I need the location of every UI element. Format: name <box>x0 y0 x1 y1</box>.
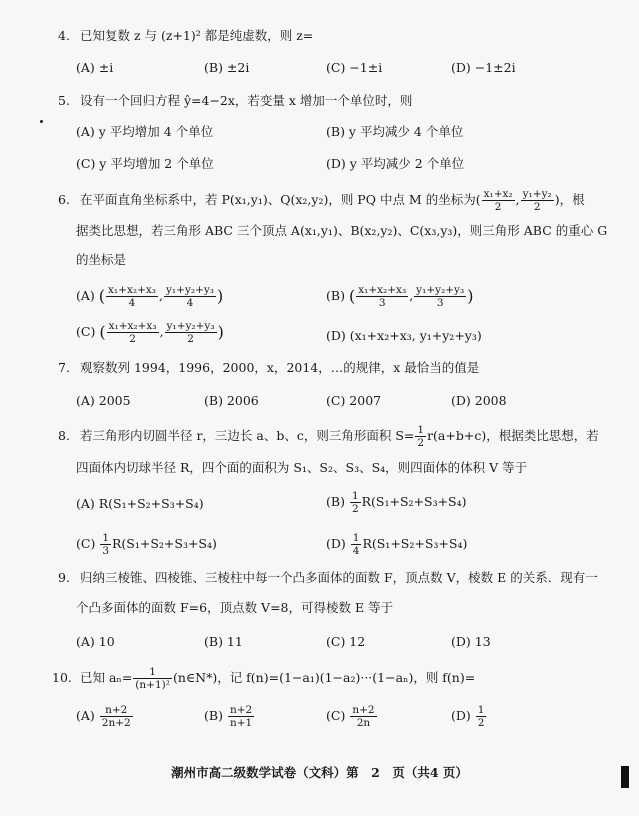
stray-dot <box>40 120 43 123</box>
question-number: 8. <box>58 428 70 443</box>
q8-option-c <box>76 532 217 557</box>
option-label: (A) <box>76 708 95 723</box>
numerator: n+2 <box>100 704 133 717</box>
q6-option-c: (C) ( $\frac{\text{x₁+x₂+x₃}}{2}$ , $\frac{\text{y₁+y₂+y₃}}{2}$ ) <box>76 320 224 345</box>
numerator: 1 <box>351 490 359 502</box>
option-label: (B) <box>204 708 223 723</box>
question-number: 6. <box>58 192 70 207</box>
q4-option-b: (B) ±2i <box>204 60 250 75</box>
fraction <box>482 188 515 213</box>
q9-option-d: (D) 13 <box>451 634 491 649</box>
q7-option-c: (C) 2007 <box>326 393 382 408</box>
denominator: 3 <box>436 297 444 309</box>
denominator: 2 <box>351 503 359 515</box>
denominator: 4 <box>352 545 360 557</box>
question-6: 6. 在平面直角坐标系中，若 P(x₁,y₁)、Q(x₂,y₂)，则 PQ 中点 M 的坐标为( $\frac{\text{x₁+x₂}}{2}$ , $\frac{\text{y₁+y₂}}{2}$ )，根 <box>58 188 585 213</box>
numerator: x₁+x₂+x₃ <box>358 284 407 296</box>
q4-option-c: (C) −1±i <box>326 60 383 75</box>
denominator: 2n+2 <box>101 717 131 729</box>
numerator: x₁+x₂+x₃ <box>108 284 157 296</box>
fraction <box>107 320 159 345</box>
denominator: 3 <box>102 545 109 557</box>
fraction <box>164 284 216 309</box>
denominator: 2 <box>417 437 425 449</box>
option-label: (D) <box>451 708 471 723</box>
fraction <box>133 666 172 691</box>
question-stem-part: (n∈N*)，记 f(n)=(1−a₁)(1−a₂)···(1−aₙ)，则 f(n)= <box>172 670 476 685</box>
q9-option-a: (A) 10 <box>76 634 115 649</box>
question-8-line-2 <box>58 458 618 478</box>
q8-option-b <box>326 490 467 515</box>
q8-option-d <box>326 532 467 557</box>
q7-option-a: (A) 2005 <box>76 393 131 408</box>
fraction <box>228 704 254 729</box>
denominator: 4 <box>186 297 194 309</box>
question-9 <box>58 568 618 588</box>
option-text: R(S₁+S₂+S₃+S₄) <box>362 536 468 551</box>
question-6-line-2 <box>58 221 618 241</box>
q5-option-a: (A) y 平均增加 4 个单位 <box>76 124 214 139</box>
numerator: y₁+y₂+y₃ <box>166 284 215 296</box>
numerator: y₁+y₂+y₃ <box>166 320 215 332</box>
fraction <box>351 532 362 557</box>
question-number: 7. <box>58 360 70 375</box>
denominator: 2 <box>129 333 136 345</box>
option-label: (B) <box>326 288 345 303</box>
page-footer: 潮州市高二级数学试卷（文科）第 2 页（共4 页） <box>171 765 468 780</box>
denominator: 2 <box>494 201 502 213</box>
numerator: y₁+y₂ <box>522 188 552 200</box>
question-6-line-3 <box>58 250 618 270</box>
q7-option-b: (B) 2006 <box>204 393 259 408</box>
denominator: 2 <box>533 201 541 213</box>
question-stem-part: 已知 aₙ= <box>79 670 133 685</box>
question-stem-part: )，根 <box>554 192 585 207</box>
fraction <box>414 284 466 309</box>
question-number: 9. <box>58 570 70 585</box>
q10-option-a <box>76 704 134 729</box>
question-stem: 归纳三棱锥、四棱锥、三棱柱中每一个凸多面体的面数 F，顶点数 V，棱数 E 的关系．现有一 <box>79 570 598 585</box>
numerator: 1 <box>477 704 485 716</box>
question-number: 4. <box>58 28 70 43</box>
denominator: 2 <box>187 333 194 345</box>
denominator: 2 <box>477 717 485 729</box>
numerator: n+2 <box>352 704 375 716</box>
q5-option-d: (D) y 平均减少 2 个单位 <box>326 156 465 171</box>
question-stem: 设有一个回归方程 ŷ=4−2x，若变量 x 增加一个单位时，则 <box>79 93 413 108</box>
fraction <box>521 188 554 213</box>
fraction <box>350 490 361 515</box>
question-stem: 观察数列 1994，1996，2000，x，2014，…的规律，x 最恰当的值是 <box>79 360 480 375</box>
denominator: n+1 <box>229 717 253 729</box>
question-9-line-2 <box>58 598 618 618</box>
registration-mark <box>621 766 629 788</box>
q7-option-d: (D) 2008 <box>451 393 507 408</box>
question-number: 5. <box>58 93 70 108</box>
option-label: (B) <box>326 494 345 509</box>
fraction <box>100 532 111 557</box>
numerator: x₁+x₂+x₃ <box>108 320 157 332</box>
fraction <box>476 704 487 729</box>
q8-option-a: (A) R(S₁+S₂+S₃+S₄) <box>76 496 204 511</box>
question-7 <box>58 358 618 378</box>
q4-option-a: (A) ±i <box>76 60 114 75</box>
question-stem-part: 若三角形内切圆半径 r，三边长 a、b、c，则三角形面积 S= <box>79 428 415 443</box>
fraction <box>356 284 408 309</box>
option-text: R(S₁+S₂+S₃+S₄) <box>112 536 217 551</box>
question-stem-part: 据类比思想，若三角形 ABC 三个顶点 A(x₁,y₁)、B(x₂,y₂)、C(x₃,y₃)，则三角形 ABC 的重心 G <box>76 223 608 238</box>
question-10 <box>52 666 612 691</box>
q9-option-c: (C) 12 <box>326 634 366 649</box>
q10-option-c <box>326 704 378 729</box>
option-label: (C) <box>326 708 346 723</box>
denominator: 2n <box>356 717 371 729</box>
fraction <box>165 320 217 345</box>
fraction <box>350 704 376 729</box>
question-8 <box>58 424 618 449</box>
numerator: 1 <box>352 532 360 544</box>
question-stem-part: r(a+b+c)，根据类比思想，若 <box>427 428 599 443</box>
option-label: (C) <box>76 324 96 339</box>
option-label: (D) <box>326 536 346 551</box>
numerator: y₁+y₂+y₃ <box>416 284 465 296</box>
question-stem-part: 四面体内切球半径 R，四个面的面积为 S₁、S₂、S₃、S₄，则四面体的体积 V 等于 <box>76 460 528 475</box>
q10-option-b <box>204 704 255 729</box>
fraction <box>100 704 133 729</box>
question-stem-part: 个凸多面体的面数 F=6，顶点数 V=8，可得棱数 E 等于 <box>76 600 394 615</box>
question-stem-part: 的坐标是 <box>76 252 127 267</box>
q10-option-d <box>451 704 487 729</box>
numerator: 1 <box>417 424 425 436</box>
question-4 <box>58 26 618 46</box>
option-label: (C) <box>76 536 96 551</box>
question-stem-part: 在平面直角坐标系中，若 P(x₁,y₁)、Q(x₂,y₂)，则 PQ 中点 M 的坐标为( <box>79 192 481 207</box>
question-5 <box>58 91 618 111</box>
q9-option-b: (B) 11 <box>204 634 243 649</box>
numerator: 1 <box>133 666 172 679</box>
numerator: n+2 <box>229 704 253 716</box>
fraction <box>106 284 158 309</box>
option-text: R(S₁+S₂+S₃+S₄) <box>361 494 467 509</box>
q4-option-d: (D) −1±2i <box>451 60 516 75</box>
numerator: x₁+x₂ <box>483 188 513 200</box>
question-number: 10. <box>52 670 72 685</box>
denominator: 4 <box>128 297 136 309</box>
question-stem: 已知复数 z 与 (z+1)² 都是纯虚数，则 z= <box>79 28 314 43</box>
fraction <box>415 424 426 449</box>
q6-option-a: (A) ( $\frac{\text{x₁+x₂+x₃}}{4}$ , $\frac{\text{y₁+y₂+y₃}}{4}$ ) <box>76 284 224 309</box>
q5-option-b: (B) y 平均减少 4 个单位 <box>326 124 464 139</box>
q5-option-c: (C) y 平均增加 2 个单位 <box>76 156 214 171</box>
q6-option-b: (B) ( $\frac{\text{x₁+x₂+x₃}}{3}$ , $\frac{\text{y₁+y₂+y₃}}{3}$ ) <box>326 284 474 309</box>
option-label: (A) <box>76 288 95 303</box>
denominator: (n+1)² <box>135 679 170 691</box>
q6-option-d: (D) (x₁+x₂+x₃, y₁+y₂+y₃) <box>326 328 482 343</box>
numerator: 1 <box>102 532 109 544</box>
denominator: 3 <box>378 297 386 309</box>
